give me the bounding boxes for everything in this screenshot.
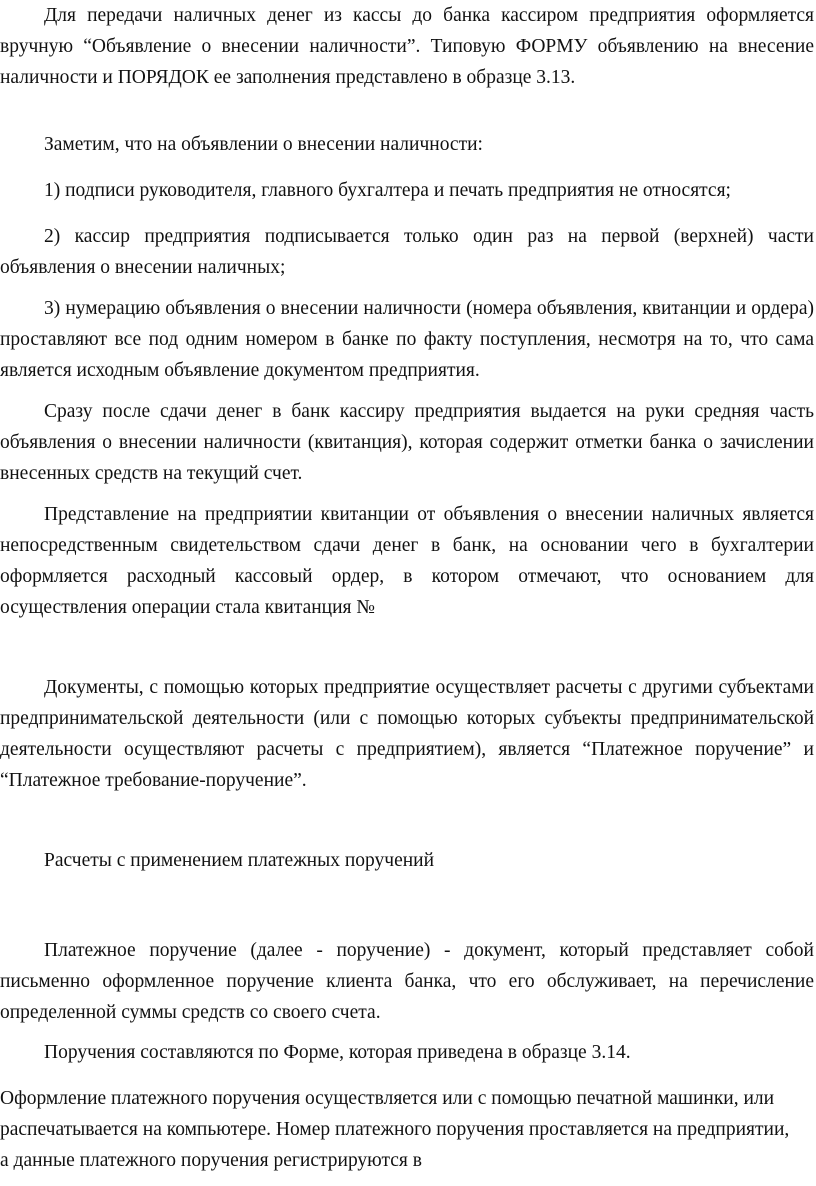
paragraph-payment-order-definition: Платежное поручение (далее - поручение) - документ, который представляет собой письменно оформленное поручение клиента банка, что его обслуживает, на перечисление определенной суммы средств со своего счета. [0,940,814,1023]
paragraph-settlement-documents: Документы, с помощью которых предприятие осуществляет расчеты с другими субъектами предпринимательской деятельности (или с помощью которых субъекты предпринимательской деятельности осуществляют расчеты с предприятием), является “Платежное поручение” и “Платежное требование-поручение”. [0,677,814,791]
paragraph-cash-deposit-announcement: Для передачи наличных денег из кассы до банка кассиром предприятия оформляется вручную “Объявление о внесении наличности”. Типовую ФОРМУ объявлению на внесение наличности и ПОРЯДОК ее заполнения представлено в образце 3.13. [0,5,814,88]
paragraph-note-intro: Заметим, что на объявлении о внесении наличности: [44,134,483,155]
paragraph-receipt: Сразу после сдачи денег в банк кассиру предприятия выдается на руки средняя часть объявления о внесении наличности (квитанция), которая содержит отметки банка о зачислении внесенных средств на текущий счет. [0,401,814,484]
paragraph-payment-order-preparation: Оформление платежного поручения осуществляется или с помощью печатной машинки, или распечатывается на компьютере. Номер платежного поручения проставляется на предприятии, а данные платежного поручения регистрируются в [0,1088,790,1171]
paragraph-list-item-1: 1) подписи руководителя, главного бухгалтера и печать предприятия не относятся; [44,180,731,201]
paragraph-receipt-evidence: Представление на предприятии квитанции от объявления о внесении наличных является непосредственным свидетельством сдачи денег в банк, на основании чего в бухгалтерии оформляется расходный кассовый ордер, в котором отмечают, что основанием для осуществления операции стала квитанция № [0,504,814,618]
paragraph-list-item-3: 3) нумерацию объявления о внесении наличности (номера объявления, квитанции и ордера) проставляют все под одним номером в банке по факту поступления, несмотря на то, что сама является исходным объявление документом предприятия. [0,298,814,381]
paragraph-list-item-2: 2) кассир предприятия подписывается только один раз на первой (верхней) части объявления о внесении наличных; [0,226,814,278]
section-heading-payment-orders: Расчеты с применением платежных поручений [44,850,435,871]
paragraph-form-reference: Поручения составляются по Форме, которая приведена в образце 3.14. [44,1042,631,1063]
